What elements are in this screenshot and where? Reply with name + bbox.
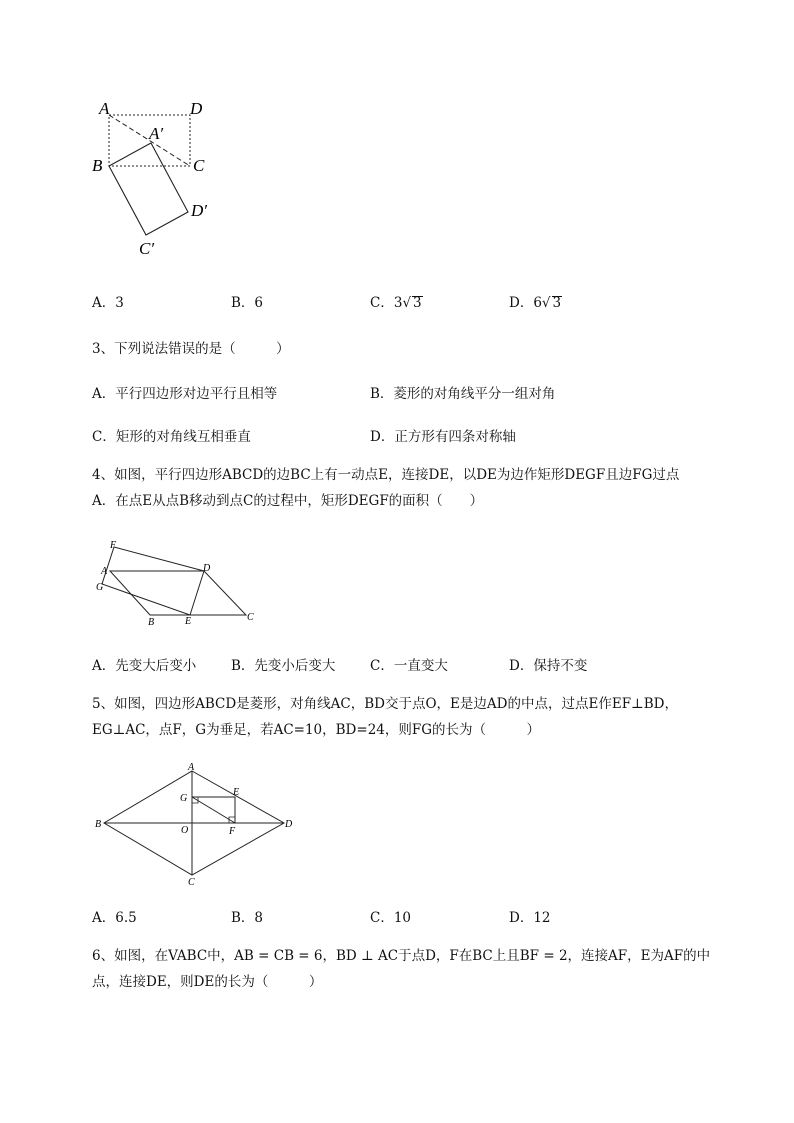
q4-label-C: C xyxy=(247,612,254,623)
q2-option-c-coef: 3 xyxy=(393,295,403,311)
q2-option-b[interactable] xyxy=(231,291,263,311)
q6-stem-line2: 点，连接DE，则DE的长为（ ） xyxy=(92,974,323,990)
q3-option-a[interactable]: A．平行四边形对边平行且相等 xyxy=(92,386,278,402)
q2-label-C1: C′ xyxy=(139,239,155,258)
q2-option-c-letter: C． xyxy=(370,295,394,311)
q5-label-E: E xyxy=(233,787,240,798)
q5-figure xyxy=(92,762,302,887)
q2-option-d-letter: D． xyxy=(509,295,534,311)
q4-parallelogram xyxy=(110,571,246,615)
q2-label-A: A xyxy=(99,99,110,118)
sqrt-icon: √ xyxy=(402,295,412,311)
q3-option-b[interactable]: B．菱形的对角线平分一组对角 xyxy=(370,386,556,402)
q5-label-C: C xyxy=(188,877,195,887)
q4-label-B: B xyxy=(148,617,155,628)
q4-option-a[interactable]: A．先变大后变小 xyxy=(92,658,197,674)
q2-label-D1: D′ xyxy=(191,201,207,220)
q5-option-c[interactable]: C．10 xyxy=(370,910,412,926)
q2-option-b-letter: B． xyxy=(231,295,255,311)
q5-option-a[interactable]: A．6.5 xyxy=(92,910,137,926)
q2-option-c[interactable] xyxy=(370,291,423,311)
q4-figure xyxy=(92,538,267,628)
q2-label-D: D xyxy=(190,99,203,118)
sqrt-icon: √ xyxy=(541,295,551,311)
q2-figure xyxy=(85,95,220,260)
q4-stem-line2: A．在点E从点B移动到点C的过程中，矩形DEGF的面积（ ） xyxy=(92,493,484,509)
q2-label-A1: A′ xyxy=(149,124,164,143)
q4-stem-line1: 4、如图，平行四边形ABCD的边BC上有一动点E，连接DE，以DE为边作矩形DEGF且边FG过点 xyxy=(92,467,680,483)
q4-label-G: G xyxy=(96,582,104,593)
q5-label-F: F xyxy=(229,826,236,837)
q4-label-E: E xyxy=(185,616,192,627)
q5-label-O: O xyxy=(181,825,189,836)
q3-option-c[interactable]: C．矩形的对角线互相垂直 xyxy=(92,429,251,445)
q3-option-d[interactable]: D．正方形有四条对称轴 xyxy=(370,429,516,445)
q4-label-F: F xyxy=(110,540,117,551)
q5-label-B: B xyxy=(95,819,102,830)
q2-label-C: C xyxy=(193,156,205,175)
q2-option-a-letter: A． xyxy=(92,295,116,311)
q2-option-b-value: 6 xyxy=(254,295,264,311)
q2-option-d-radicand: 3 xyxy=(552,295,562,311)
q2-label-B: B xyxy=(92,156,103,175)
q5-option-d[interactable]: D．12 xyxy=(509,910,551,926)
q5-label-D: D xyxy=(285,819,293,830)
q5-option-b[interactable]: B．8 xyxy=(231,910,264,926)
q6-stem-line1: 6、如图，在VABC中，AB = CB = 6，BD ⊥ AC于点D，F在BC上且BF = 2，连接AF，E为AF的中 xyxy=(92,948,711,964)
q4-option-d[interactable]: D．保持不变 xyxy=(509,658,588,674)
q4-option-c[interactable]: C．一直变大 xyxy=(370,658,448,674)
q2-option-d[interactable] xyxy=(509,291,562,311)
q4-label-A: A xyxy=(101,566,108,577)
q5-label-G: G xyxy=(180,793,188,804)
q2-option-a-value: 3 xyxy=(115,295,124,311)
q2-option-d-coef: 6 xyxy=(533,295,542,311)
q5-label-A: A xyxy=(188,762,195,773)
q2-rotated-rectangle xyxy=(109,143,188,235)
q2-option-a[interactable] xyxy=(92,291,124,311)
q2-option-c-radicand: 3 xyxy=(413,295,422,311)
q4-option-b[interactable]: B．先变小后变大 xyxy=(231,658,336,674)
q4-label-D: D xyxy=(203,563,211,574)
q5-stem-line2: EG⊥AC，点F，G为垂足，若AC=10，BD=24，则FG的长为（ ） xyxy=(92,722,541,738)
q4-rectangle xyxy=(102,547,204,615)
q5-segment-FG xyxy=(192,797,235,823)
q3-stem: 3、下列说法错误的是（ ） xyxy=(92,341,290,357)
q5-stem-line1: 5、如图，四边形ABCD是菱形，对角线AC，BD交于点O，E是边AD的中点，过点E作EF⊥BD， xyxy=(92,696,678,712)
